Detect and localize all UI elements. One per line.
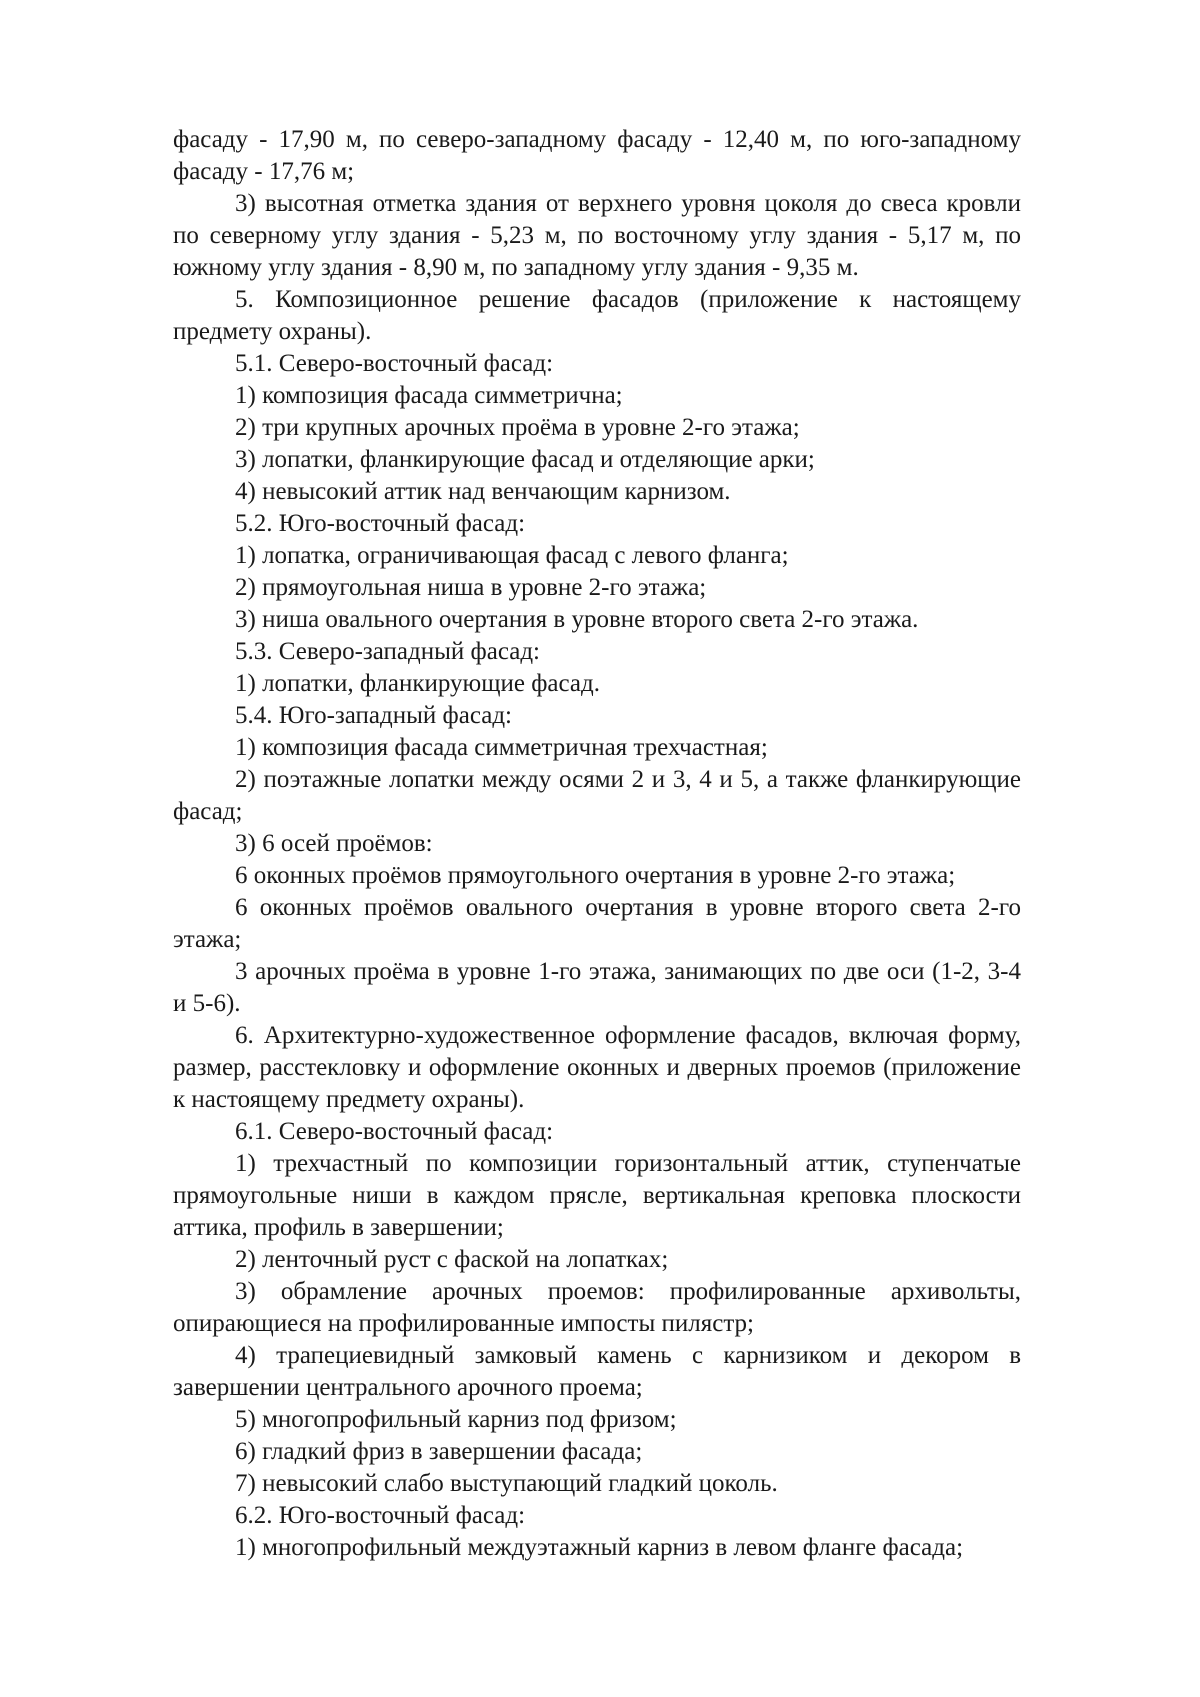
- paragraph: 2) три крупных арочных проёма в уровне 2-го этажа;: [235, 414, 800, 441]
- paragraph: 6.1. Северо-восточный фасад:: [235, 1118, 554, 1145]
- paragraph: 5. Композиционное решение фасадов (приложение к настоящему предмету охраны).: [173, 286, 1021, 345]
- paragraph: 4) невысокий аттик над венчающим карнизом.: [235, 478, 731, 505]
- paragraph: 3) лопатки, фланкирующие фасад и отделяющие арки;: [235, 446, 815, 473]
- paragraph: 6. Архитектурно-художественное оформление фасадов, включая форму, размер, расстекловку и оформление оконных и дверных проемов (приложение к настоящему предмету охраны).: [173, 1022, 1021, 1113]
- paragraph: 3) ниша овального очертания в уровне второго света 2-го этажа.: [235, 606, 919, 633]
- paragraph: 1) трехчастный по композиции горизонтальный аттик, ступенчатые прямоугольные ниши в каждом прясле, вертикальная креповка плоскости аттика, профиль в завершении;: [173, 1150, 1021, 1241]
- paragraph: 5.1. Северо-восточный фасад:: [235, 350, 554, 377]
- paragraph: 5.2. Юго-восточный фасад:: [235, 510, 526, 537]
- paragraph: 2) ленточный руст с фаской на лопатках;: [235, 1246, 669, 1273]
- paragraph: 3) 6 осей проёмов:: [235, 830, 433, 857]
- document-body: [173, 124, 1021, 1564]
- paragraph: 6 оконных проёмов прямоугольного очертания в уровне 2-го этажа;: [235, 862, 956, 889]
- paragraph: 4) трапециевидный замковый камень с карнизиком и декором в завершении центрального арочного проема;: [173, 1342, 1021, 1401]
- paragraph: 2) поэтажные лопатки между осями 2 и 3, 4 и 5, а также фланкирующие фасад;: [173, 766, 1021, 825]
- paragraph: 1) композиция фасада симметрична;: [235, 382, 623, 409]
- paragraph: 5.4. Юго-западный фасад:: [235, 702, 513, 729]
- paragraph: 6.2. Юго-восточный фасад:: [235, 1502, 526, 1529]
- paragraph: 1) лопатка, ограничивающая фасад с левого фланга;: [235, 542, 789, 569]
- paragraph: 7) невысокий слабо выступающий гладкий цоколь.: [235, 1470, 778, 1497]
- paragraph: 1) композиция фасада симметричная трехчастная;: [235, 734, 768, 761]
- paragraph: 1) лопатки, фланкирующие фасад.: [235, 670, 600, 697]
- paragraph: 6 оконных проёмов овального очертания в уровне второго света 2-го этажа;: [173, 894, 1021, 953]
- paragraph: 5) многопрофильный карниз под фризом;: [235, 1406, 677, 1433]
- paragraph: 3) обрамление арочных проемов: профилированные архивольты, опирающиеся на профилированные импосты пилястр;: [173, 1278, 1021, 1337]
- paragraph: 5.3. Северо-западный фасад:: [235, 638, 541, 665]
- paragraph: 2) прямоугольная ниша в уровне 2-го этажа;: [235, 574, 707, 601]
- paragraph: 6) гладкий фриз в завершении фасада;: [235, 1438, 643, 1465]
- paragraph: фасаду - 17,90 м, по северо-западному фасаду - 12,40 м, по юго-западному фасаду - 17,76 м;: [173, 126, 1021, 185]
- paragraph: 3 арочных проёма в уровне 1-го этажа, занимающих по две оси (1-2, 3-4 и 5-6).: [173, 958, 1021, 1017]
- paragraph: 1) многопрофильный междуэтажный карниз в левом фланге фасада;: [235, 1534, 964, 1561]
- paragraph: 3) высотная отметка здания от верхнего уровня цоколя до свеса кровли по северному углу здания - 5,23 м, по восточному углу здания - 5,17 м, по южному углу здания - 8,90 м, по западному углу здания - 9,35 м.: [173, 190, 1021, 281]
